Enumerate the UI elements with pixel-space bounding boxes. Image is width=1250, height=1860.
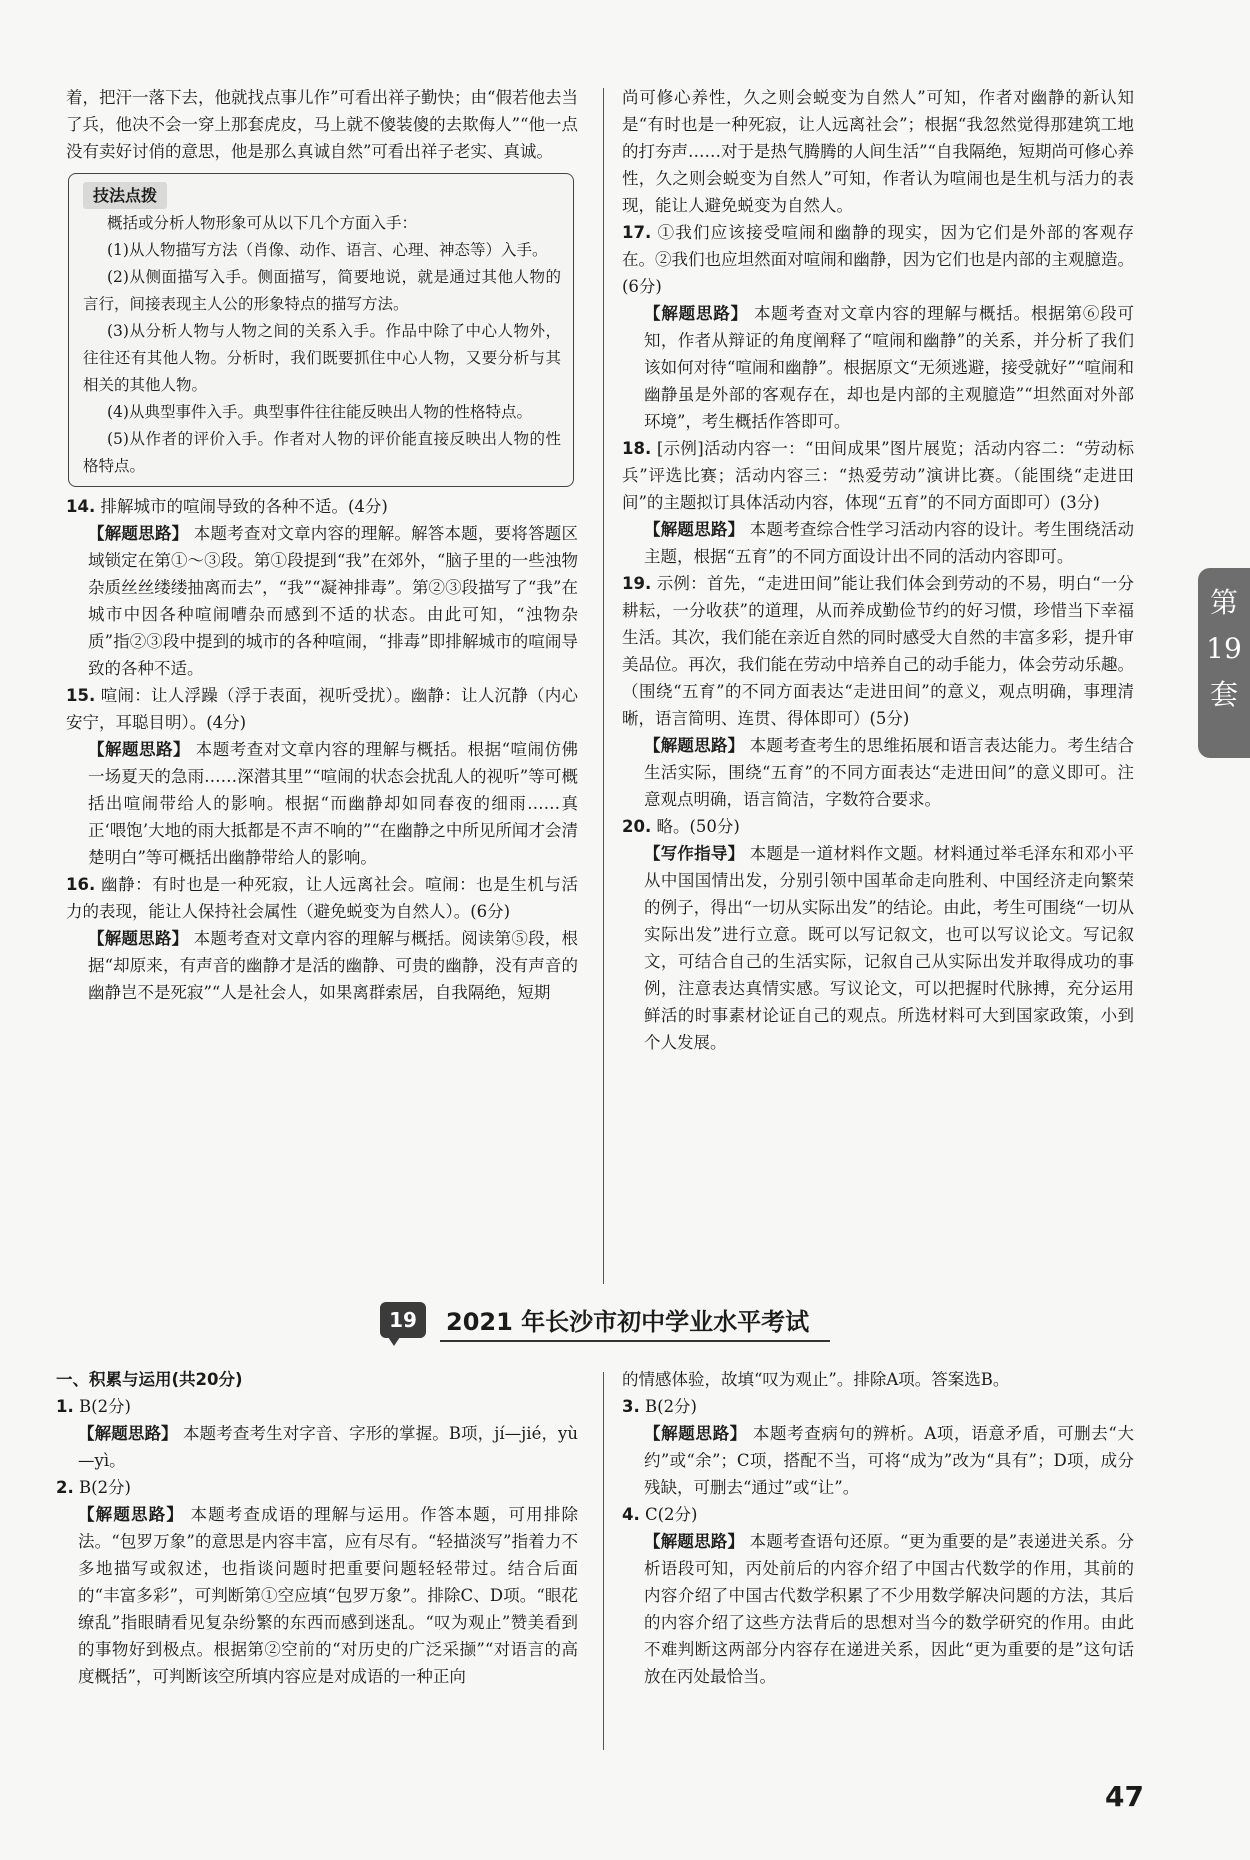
question-number: 19. <box>622 574 652 593</box>
explanation-20 <box>622 840 1134 1056</box>
explanation-15 <box>66 736 578 871</box>
question-number: 1. <box>56 1397 74 1416</box>
explanation-tag: 【解题思路】 <box>644 736 745 755</box>
tip-box <box>68 173 574 487</box>
answer-text: C(2分) <box>645 1505 698 1524</box>
explanation-text: 本题考查对文章内容的理解。解答本题，要将答题区域锁定在第①～③段。第①段提到“我”在郊外，“脑子里的一些浊物杂质丝丝缕缕抽离而去”，“我”“凝神排毒”。第②③段描写了“我”在城市中因各种喧闹嘈杂而感到不适的状态。由此可知，“浊物杂质”指②③段中提到的城市的各种喧闹，“排毒”即排解城市的喧闹导致的各种不适。 <box>88 524 579 678</box>
explanation-text: 本题考查病句的辨析。A项，语意矛盾，可删去“大约”或“余”；C项，搭配不当，可将“成为”改为“具有”；D项，成分残缺，可删去“通过”或“让”。 <box>644 1424 1135 1497</box>
side-tab-line: 套 <box>1209 678 1238 711</box>
column-divider <box>603 88 604 1284</box>
tip-line: (2)从侧面描写入手。侧面描写，简要地说，就是通过其他人物的言行，间接表现主人公的形象特点的描写方法。 <box>83 268 561 313</box>
answer-14 <box>66 493 578 520</box>
explanation-17 <box>622 300 1134 435</box>
explanation-text: 本题考查考生对字音、字形的掌握。B项，jí—jié，yù—yì。 <box>78 1424 578 1470</box>
section-underline <box>440 1340 830 1342</box>
explanation-tag: 【解题思路】 <box>644 520 745 539</box>
question-number: 16. <box>66 875 96 894</box>
paragraph: 尚可修心养性，久之则会蜕变为自然人”可知，作者对幽静的新认知是“有时也是一种死寂，让人远离社会”；根据“我忽然觉得那建筑工地的打夯声……对于是热气腾腾的人间生活”“自我隔绝，短期尚可修心养性，久之则会蜕变为自然人”可知，作者认为喧闹也是生机与活力的表现，能让人避免蜕变为自然人。 <box>622 88 1134 215</box>
question-number: 20. <box>622 817 652 836</box>
tip-line: (5)从作者的评价入手。作者对人物的评价能直接反映出人物的性格特点。 <box>83 430 561 475</box>
answer-2 <box>56 1474 578 1501</box>
answer-text: [示例]活动内容一：“田间成果”图片展览；活动内容二：“劳动标兵”评选比赛；活动内容三：“热爱劳动”演讲比赛。（能围绕“走进田间”的主题拟订具体活动内容，体现“五育”的不同方面即可）(3分) <box>622 439 1134 512</box>
question-number: 17. <box>622 223 652 242</box>
section-heading <box>380 1300 860 1350</box>
explanation-4 <box>622 1528 1134 1690</box>
explanation-text: 本题考查考生的思维拓展和语言表达能力。考生结合生活实际，围绕“五育”的不同方面表达“走进田间”的意义即可。注意观点明确，语言简洁，字数符合要求。 <box>644 736 1135 809</box>
explanation-2 <box>56 1501 578 1690</box>
explanation-tag: 【解题思路】 <box>88 929 189 948</box>
answer-20 <box>622 813 1134 840</box>
tip-line: (4)从典型事件入手。典型事件往往能反映出人物的性格特点。 <box>107 403 532 421</box>
bottom-right-column <box>622 1366 1134 1690</box>
chapter-side-tab <box>1198 568 1250 758</box>
answer-3 <box>622 1393 1134 1420</box>
tip-line: 概括或分析人物形象可从以下几个方面入手： <box>107 214 418 232</box>
answer-16 <box>66 871 578 925</box>
answer-text: 喧闹：让人浮躁（浮于表面，视听受扰）。幽静：让人沉静（内心安宁，耳聪目明）。(4分) <box>66 686 578 732</box>
side-tab-line: 19 <box>1206 632 1242 665</box>
explanation-tag: 【解题思路】 <box>88 524 189 543</box>
tip-line: (3)从分析人物与人物之间的关系入手。作品中除了中心人物外，往往还有其他人物。分析时，我们既要抓住中心人物，又要分析与其相关的其他人物。 <box>83 322 561 394</box>
explanation-text: 本题考查成语的理解与运用。作答本题，可用排除法。“包罗万象”的意思是内容丰富，应有尽有。“轻描淡写”指着力不多地描写或叙述，也指谈问题时把重要问题轻轻带过。结合后面的“丰富多彩”，可判断第①空应填“包罗万象”。排除C、D项。“眼花缭乱”指眼睛看见复杂纷繁的东西而感到迷乱。“叹为观止”赞美看到的事物好到极点。根据第②空前的“对历史的广泛采撷”“对语言的高度概括”，可判断该空所填内容应是对成语的一种正向 <box>78 1505 579 1686</box>
explanation-14 <box>66 520 578 682</box>
answer-text: 略。(50分) <box>656 817 740 836</box>
explanation-1 <box>56 1420 578 1474</box>
answer-text: 幽静：有时也是一种死寂，让人远离社会。喧闹：也是生机与活力的表现，能让人保持社会属性（避免蜕变为自然人）。(6分) <box>66 875 579 921</box>
explanation-tag: 【解题思路】 <box>88 740 190 759</box>
tip-title: 技法点拨 <box>83 182 167 209</box>
question-number: 15. <box>66 686 96 705</box>
explanation-tag: 【解题思路】 <box>78 1424 178 1443</box>
paragraph: 的情感体验，故填“叹为观止”。排除A项。答案选B。 <box>622 1370 1010 1389</box>
page-number: 47 <box>1105 1780 1144 1813</box>
question-number: 14. <box>66 497 96 516</box>
answer-19 <box>622 570 1134 732</box>
answer-text: 排解城市的喧闹导致的各种不适。(4分) <box>100 497 388 516</box>
explanation-text: 本题考查对文章内容的理解与概括。根据第⑥段可知，作者从辩证的角度阐释了“喧闹和幽静”的关系，并分析了我们该如何对待“喧闹和幽静”。根据原文“无须逃避，接受就好”“喧闹和幽静虽是外部的客观存在，却也是内部的主观臆造”“坦然面对外部环境”，考生概括作答即可。 <box>644 304 1134 431</box>
tip-line: (1)从人物描写方法（肖像、动作、语言、心理、神态等）入手。 <box>107 241 548 259</box>
top-right-column <box>622 84 1134 1056</box>
explanation-tag: 【解题思路】 <box>644 1424 747 1443</box>
answer-text: B(2分) <box>79 1478 131 1497</box>
answer-text: 示例：首先，“走进田间”能让我们体会到劳动的不易，明白“一分耕耘，一分收获”的道理，从而养成勤俭节约的好习惯，珍惜当下幸福生活。其次，我们能在亲近自然的同时感受大自然的丰富多彩，提升审美品位。再次，我们能在劳动中培养自己的动手能力，体会劳动乐趣。（围绕“五育”的不同方面表达“走进田间”的意义，观点明确，事理清晰，语言简明、连贯、得体即可）(5分) <box>622 574 1134 728</box>
side-tab-line: 第 <box>1209 586 1238 619</box>
explanation-text: 本题考查对文章内容的理解与概括。根据“喧闹仿佛一场夏天的急雨……深潜其里”“喧闹的状态会扰乱人的视听”等可概括出喧闹带给人的影响。根据“而幽静却如同春夜的细雨……真正‘喂饱’大地的雨大抵都是不声不响的”“在幽静之中所见所闻才会清楚明白”等可概括出幽静带给人的影响。 <box>88 740 579 867</box>
answer-text: ①我们应该接受喧闹和幽静的现实，因为它们是外部的客观存在。②我们也应坦然面对喧闹和幽静，因为它们也是内部的主观臆造。(6分) <box>622 223 1135 296</box>
explanation-18 <box>622 516 1134 570</box>
answer-18 <box>622 435 1134 516</box>
answer-1 <box>56 1393 578 1420</box>
answer-text: B(2分) <box>79 1397 131 1416</box>
answer-15 <box>66 682 578 736</box>
answer-17 <box>622 219 1134 300</box>
question-number: 2. <box>56 1478 74 1497</box>
explanation-3 <box>622 1420 1134 1501</box>
explanation-tag: 【解题思路】 <box>78 1505 185 1524</box>
section-title: 2021 年长沙市初中学业水平考试 <box>446 1308 810 1336</box>
bottom-left-column <box>56 1366 578 1690</box>
question-number: 4. <box>622 1505 640 1524</box>
column-divider <box>603 1372 604 1750</box>
explanation-tag: 【解题思路】 <box>644 304 748 323</box>
explanation-tag: 【写作指导】 <box>644 844 745 863</box>
explanation-text: 本题是一道材料作文题。材料通过举毛泽东和邓小平从中国国情出发，分别引领中国革命走向胜利、中国经济走向繁荣的例子，得出“一切从实际出发”的结论。由此，考生可围绕“一切从实际出发”进行立意。既可以写记叙文，也可以写议论文。写记叙文，可结合自己的生活实际，记叙自己从实际出发并取得成功的事例，注意表达真情实感。写议论文，可以把握时代脉搏，充分运用鲜活的时事素材论证自己的观点。所选材料可大到国家政策，小到个人发展。 <box>644 844 1135 1052</box>
explanation-text: 本题考查综合性学习活动内容的设计。考生围绕活动主题，根据“五育”的不同方面设计出不同的活动内容即可。 <box>644 520 1135 566</box>
explanation-text: 本题考查语句还原。“更为重要的是”表递进关系。分析语段可知，丙处前后的内容介绍了中国古代数学的作用，其前的内容介绍了中国古代数学积累了不少用数学解决问题的方法，其后的内容介绍了这些方法背后的思想对当今的数学研究的作用。由此不难判断这两部分内容存在递进关系，因此“更为重要的是”这句话放在丙处最恰当。 <box>644 1532 1135 1686</box>
explanation-16 <box>66 925 578 1006</box>
explanation-19 <box>622 732 1134 813</box>
section-badge: 19 <box>380 1302 426 1338</box>
paragraph: 着，把汗一落下去，他就找点事儿作”可看出祥子勤快；由“假若他去当了兵，他决不会一穿上那套虎皮，马上就不傻装傻的去欺侮人”“他一点没有卖好讨俏的意思，他是那么真诚自然”可看出祥子老实、真诚。 <box>66 88 578 161</box>
explanation-text: 本题考查对文章内容的理解与概括。阅读第⑤段，根据“却原来，有声音的幽静才是活的幽静、可贵的幽静，没有声音的幽静岂不是死寂”“人是社会人，如果离群索居，自我隔绝，短期 <box>88 929 579 1002</box>
explanation-tag: 【解题思路】 <box>644 1532 745 1551</box>
question-number: 3. <box>622 1397 640 1416</box>
answer-4 <box>622 1501 1134 1528</box>
top-left-column <box>66 84 578 1006</box>
answer-text: B(2分) <box>645 1397 697 1416</box>
question-number: 18. <box>622 439 652 458</box>
part-heading: 一、积累与运用(共20分) <box>56 1370 243 1389</box>
